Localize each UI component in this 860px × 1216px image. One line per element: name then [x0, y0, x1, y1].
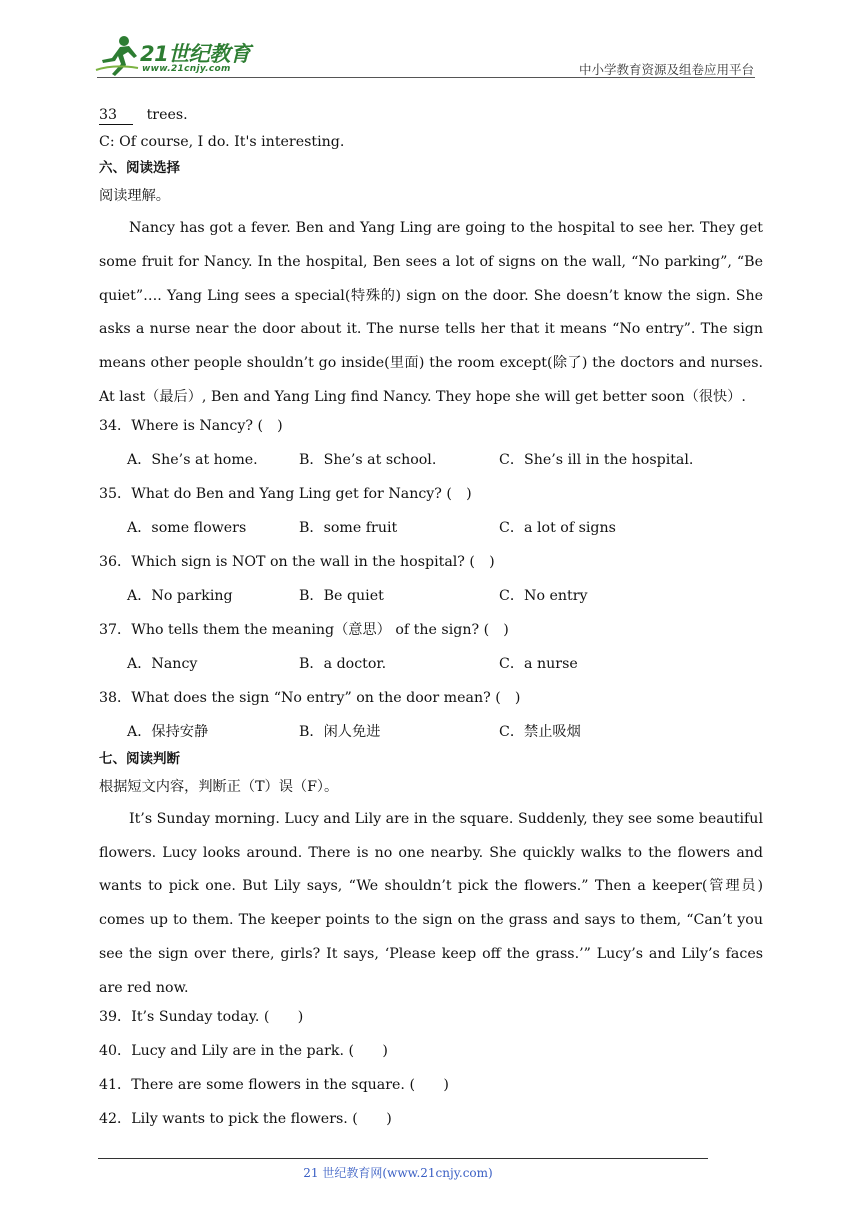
- option-c[interactable]: C．禁止吸烟: [499, 723, 581, 740]
- option-a[interactable]: A．some flowers: [127, 519, 247, 536]
- option-c[interactable]: C．a nurse: [499, 655, 578, 672]
- footer-divider: [98, 1158, 708, 1159]
- option-a[interactable]: A．She’s at home.: [127, 451, 258, 468]
- question-38: 38．What does the sign “No entry” on the door mean? ( ): [99, 689, 521, 706]
- option-c[interactable]: C．No entry: [499, 587, 588, 604]
- option-b[interactable]: B．闲人免进: [299, 723, 381, 740]
- judgment-40: 40．Lucy and Lily are in the park. ( ): [99, 1042, 388, 1059]
- page-footer: [0, 1164, 860, 1181]
- section-7-instruction: 根据短文内容，判断正（T）误（F）。: [99, 778, 339, 795]
- question-34: 34．Where is Nancy? ( ): [99, 417, 283, 434]
- question-37: 37．Who tells them the meaning（意思） of the sign? ( ): [99, 621, 509, 638]
- page-header: [0, 0, 860, 84]
- question-35: 35．What do Ben and Yang Ling get for Nancy? ( ): [99, 485, 472, 502]
- options-34: [99, 449, 763, 483]
- option-b[interactable]: B．some fruit: [299, 519, 398, 536]
- option-c[interactable]: C．a lot of signs: [499, 519, 616, 536]
- runner-icon: [94, 34, 142, 78]
- reading-passage-2: It’s Sunday morning. Lucy and Lily are in the square. Suddenly, they see some beautiful flowers. Lucy looks around. There is no one nearby. She quickly walks to the flowers and wants to pick one. But Lily says, “We shouldn’t pick the flowers.” Then a keeper(管理员) comes up to them. The keeper points to the sign on the grass and says to them, “Can’t you see the sign over there, girls? It says, ‘Please keep off the grass.’” Lucy’s and Lily’s faces are red now.: [99, 810, 763, 996]
- header-divider: [97, 77, 755, 78]
- logo-text: 21世纪教育: [140, 42, 251, 66]
- judgment-42: 42．Lily wants to pick the flowers. ( ): [99, 1110, 392, 1127]
- judgment-39: 39．It’s Sunday today. ( ): [99, 1008, 304, 1025]
- question-36: 36．Which sign is NOT on the wall in the hospital? ( ): [99, 553, 495, 570]
- section-6-title: 六、阅读选择: [99, 160, 180, 176]
- line-33-text: trees.: [146, 107, 188, 123]
- judgment-41: 41．There are some flowers in the square. ( ): [99, 1076, 449, 1093]
- footer-link[interactable]: 21 世纪教育网(www.21cnjy.com): [303, 1166, 493, 1180]
- option-b[interactable]: B．Be quiet: [299, 587, 384, 604]
- options-36: [99, 585, 763, 619]
- document-body: [99, 104, 763, 1142]
- option-a[interactable]: A．保持安静: [127, 723, 209, 740]
- option-a[interactable]: A．No parking: [127, 587, 233, 604]
- section-6-instruction: 阅读理解。: [99, 188, 170, 204]
- options-35: [99, 517, 763, 551]
- header-platform-text: 中小学教育资源及组卷应用平台: [578, 62, 754, 77]
- option-c[interactable]: C．She’s ill in the hospital.: [499, 451, 694, 468]
- logo-url: www.21cnjy.com: [142, 64, 231, 74]
- option-a[interactable]: A．Nancy: [127, 655, 198, 672]
- options-37: [99, 653, 763, 687]
- site-logo[interactable]: [94, 34, 264, 80]
- section-7-title: 七、阅读判断: [99, 750, 180, 767]
- dialogue-line-c: C: Of course, I do. It's interesting.: [99, 134, 345, 150]
- blank-33: 33: [99, 106, 133, 125]
- options-38: [99, 721, 763, 749]
- option-b[interactable]: B．She’s at school.: [299, 451, 437, 468]
- option-b[interactable]: B．a doctor.: [299, 655, 387, 672]
- answer-line-33: [99, 104, 763, 131]
- reading-passage-1: Nancy has got a fever. Ben and Yang Ling are going to the hospital to see her. They get some fruit for Nancy. In the hospital, Ben sees a lot of signs on the wall, “No parking”, “Be quiet”…. Yang Ling sees a special(特殊的) sign on the door. She doesn’t know the sign. She asks a nurse near the door about it. The nurse tells her that it means “No entry”. The sign means other people shouldn’t go inside(里面) the room except(除了) the doctors and nurses. At last（最后）, Ben and Yang Ling find Nancy. They hope she will get better soon（很快）.: [99, 220, 763, 405]
